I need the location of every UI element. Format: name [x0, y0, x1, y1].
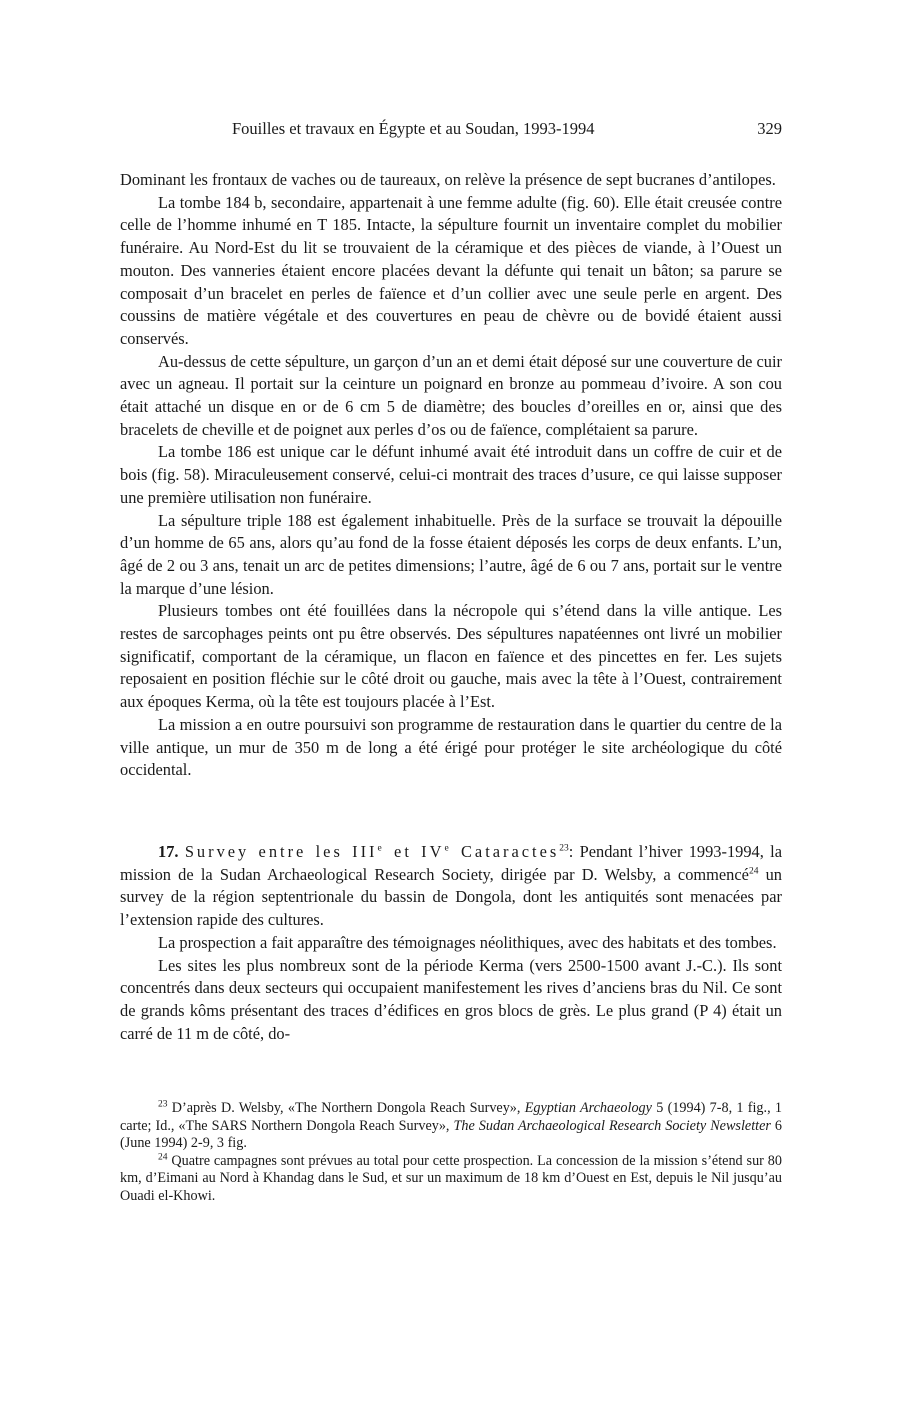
section-17	[120, 841, 782, 1045]
footnote-ref-24[interactable]: 24	[748, 866, 759, 877]
running-title: Fouilles et travaux en Égypte et au Soudan, 1993-1994	[232, 119, 595, 138]
footnote-ref-23[interactable]: 23	[559, 843, 569, 854]
footnotes	[120, 1100, 782, 1206]
heading-text: et IV	[384, 842, 445, 861]
page-number: 329	[757, 119, 782, 138]
paragraph: Plusieurs tombes ont été fouillées dans la nécropole qui s’étend dans la ville antique. Les restes de sarcophages peints ont pu être observés. Des sépultures napatéennes ont livré un mobilier significatif, comportant de la céramique, un flacon en faïence et des pincettes en fer. Les sujets reposaient en position fléchie sur le côté droit ou gauche, mais avec la tête à l’Ouest, contrairement aux époques Kerma, où la tête est toujours placée à l’Est.	[120, 601, 782, 712]
footnote-number: 24	[158, 1152, 168, 1163]
main-text	[120, 169, 782, 782]
heading-superscript: e	[444, 843, 452, 854]
paragraph: La tombe 186 est unique car le défunt inhumé avait été introduit dans un coffre de cuir et de bois (fig. 58). Miraculeusement conservé, celui-ci montrait des traces d’usure, ce qui laisse supposer une première utilisation non funéraire.	[120, 442, 782, 507]
footnote-text: 6 (June 1994) 2-9, 3 fig.	[120, 1117, 783, 1152]
heading-text: Survey entre les III	[184, 842, 378, 861]
paragraph: Dominant les frontaux de vaches ou de taureaux, on relève la présence de sept bucranes d’antilopes.	[120, 170, 776, 189]
section-paragraph	[120, 841, 782, 932]
footnote-journal-title: The Sudan Archaeological Research Society Newsletter	[453, 1117, 771, 1134]
heading-superscript: e	[377, 843, 385, 854]
footnote-24	[120, 1153, 782, 1206]
paragraph: La mission a en outre poursuivi son programme de restauration dans le quartier du centre de la ville antique, un mur de 350 m de long a été érigé pour protéger le site archéologique du côté occidental.	[120, 714, 782, 780]
section-number: 17.	[158, 842, 179, 861]
section-heading	[185, 842, 559, 861]
heading-text: Cataractes	[451, 842, 560, 861]
running-header	[120, 117, 782, 141]
footnote-text: D’après D. Welsby, «The Northern Dongola Reach Survey»,	[167, 1100, 525, 1116]
paragraph: Au-dessus de cette sépulture, un garçon d’un an et demi était déposé sur une couverture de cuir avec un agneau. Il portait sur la ceinture un poignard en bronze au pommeau d’ivoire. A son cou était attaché un disque en or de 6 cm 5 de diamètre; des boucles d’oreilles en or, ainsi que des bracelets de cheville et de poignet aux perles d’os ou de faïence, complétaient sa parure.	[120, 351, 782, 439]
footnote-23	[120, 1100, 782, 1153]
footnote-number: 23	[158, 1099, 168, 1110]
paragraph: La sépulture triple 188 est également inhabituelle. Près de la surface se trouvait la dépouille d’un homme de 65 ans, alors qu’au fond de la fosse étaient déposés les corps de deux enfants. L’un, âgé de 2 ou 3 ans, tenait un arc de petites dimensions; l’autre, âgé de 6 ou 7 ans, portait sur le ventre la marque d’une lésion.	[120, 510, 782, 598]
paragraph: La prospection a fait apparaître des témoignages néolithiques, avec des habitats et des tombes.	[158, 932, 777, 952]
paragraph: La tombe 184 b, secondaire, appartenait à une femme adulte (fig. 60). Elle était creusée contre celle de l’homme inhumé en T 185. Intacte, la sépulture fournit un inventaire complet du mobilier funéraire. Au Nord-Est du lit se trouvaient de la céramique et des pièces de viande, à l’Ouest un mouton. Des vanneries étaient encore placées devant la défunte qui tenait un bâton; sa parure se composait d’un bracelet en perles de faïence et d’un collier avec une seule perle en argent. Des coussins de matière végétale et des couvertures en peau de chèvre ou de bovidé étaient aussi conservés.	[120, 192, 782, 348]
paragraph-text: un survey de la région septentrionale du bassin de Dongola, dont les antiquités sont menacées par l’extension rapide des cultures.	[120, 864, 782, 930]
footnote-text: Quatre campagnes sont prévues au total pour cette prospection. La concession de la mission s’étend sur 80 km, d’Eimani au Nord à Khandag dans le Sud, et sur un maximum de 18 km d’Ouest en Est, depuis le Nil jusqu’au Ouadi el-Khowi.	[120, 1152, 782, 1204]
footnote-text: 5 (1994) 7-8, 1 fig., 1 carte; Id., «The SARS Northern Dongola Reach Survey»,	[120, 1100, 782, 1134]
paragraph: Les sites les plus nombreux sont de la période Kerma (vers 2500-1500 avant J.-C.). Ils sont concentrés dans deux secteurs qui occupaient manifestement les rives d’anciens bras du Nil. Ce sont de grands kôms présentant des traces d’édifices en gros blocs de grès. Le plus grand (P 4) était un carré de 11 m de côté, do-	[120, 955, 782, 1043]
heading-colon: :	[568, 842, 574, 861]
paragraph-text: Pendant l’hiver 1993-1994, la mission de la Sudan Archaeological Research Society, dirigée par D. Welsby, a commencé	[120, 842, 782, 884]
footnote-journal-title: Egyptian Archaeology	[524, 1100, 652, 1116]
